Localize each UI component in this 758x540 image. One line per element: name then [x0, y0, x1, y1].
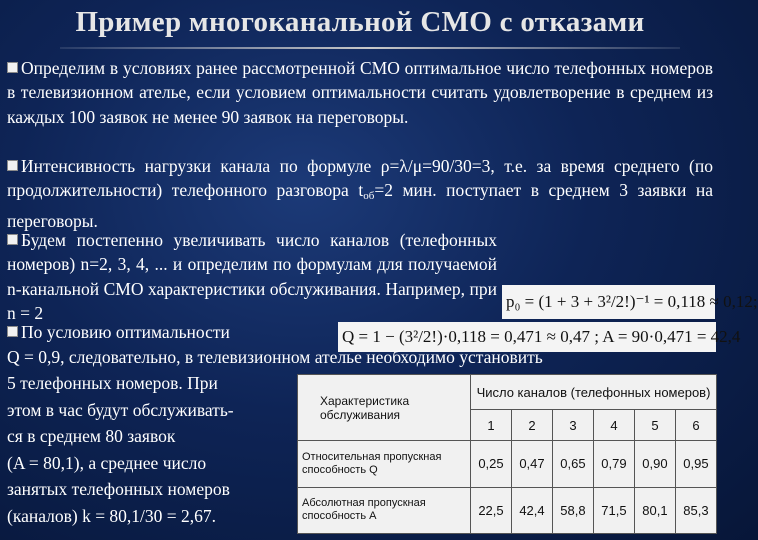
table-row [298, 487, 717, 534]
load-intensity-text-a: Интенсивность нагрузки канала по формуле ρ=λ/μ=90/30=3, т.е. за время среднего (по продолжительности) телефонного разговора t [7, 156, 713, 201]
table-cell: 42,4 [511, 487, 552, 534]
table-cell: 0,90 [634, 441, 675, 488]
paragraph-optimal-number [7, 56, 713, 129]
load-intensity-text-b: =2 мин. поступает в среднем 3 заявки на переговоры. [7, 180, 713, 231]
table-cell: 0,25 [471, 441, 512, 488]
formula-q-text: Q = 1 − (3²/2!)·0,118 = 0,471 ≈ 0,47 ; A = 90·0,471 = 42,4 [342, 327, 741, 346]
table-row [298, 441, 717, 488]
paragraph-optimality-result [7, 345, 713, 369]
paragraph-load-intensity [7, 154, 713, 233]
title-divider [60, 47, 680, 49]
table-channel-number: 4 [593, 410, 634, 441]
table-channel-number: 2 [511, 410, 552, 441]
optimality-condition-label: По условию оптимальности [21, 322, 230, 342]
table-cell: 58,8 [552, 487, 593, 534]
left-column-line: занятых телефонных номеров [7, 479, 230, 500]
table-channel-number: 5 [634, 410, 675, 441]
bullet-icon [7, 62, 18, 73]
service-characteristics-table [297, 374, 717, 534]
left-column-text [7, 370, 297, 530]
table-header-channels: Число каналов (телефонных номеров) [471, 375, 717, 410]
slide-title: Пример многоканальной СМО с отказами [75, 6, 645, 38]
bullet-icon [7, 326, 18, 337]
bullet-icon [7, 160, 18, 171]
table-cell: 0,79 [593, 441, 634, 488]
optimality-result-text: Q = 0,9, следовательно, в телевизионном ателье необходимо установить [7, 347, 543, 367]
paragraph-increase-channels [7, 228, 497, 326]
table-cell: 85,3 [675, 487, 716, 534]
formula-p0-text: p₀ = (1 + 3 + 3²/2!)⁻¹ = 0,118 ≈ 0,12; [506, 292, 758, 311]
bullet-icon [7, 234, 18, 245]
table-channel-number: 3 [552, 410, 593, 441]
formula-p0 [502, 285, 758, 319]
left-column-line: (A = 80,1), а среднее число [7, 452, 207, 473]
paragraph-optimality-condition [7, 320, 337, 344]
table-cell: 22,5 [471, 487, 512, 534]
table-channel-number: 6 [675, 410, 716, 441]
table-cell: 0,95 [675, 441, 716, 488]
table-cell: 0,65 [552, 441, 593, 488]
left-column-line: этом в час будут обслуживать- [7, 399, 234, 420]
increase-channels-text: Будем постепенно увеличивать число каналов (телефонных номеров) n=2, 3, 4, ... и определим по формулам для получаемой n-канальной СМО характеристики обслуживания. Например, при n = 2 [7, 230, 497, 324]
left-column-line: ся в среднем 80 заявок [7, 426, 176, 447]
table-cell: 80,1 [634, 487, 675, 534]
paragraph-optimal-number-text: Определим в условиях ранее рассмотренной СМО оптимальное число телефонных номеров в телевизионном ателье, если условием оптимальности считать удовлетворение в среднем из каждых 100 заявок не менее 90 заявок на переговоры. [7, 58, 713, 127]
table-header-row [298, 375, 717, 410]
left-column-line: (каналов) k = 80,1/30 = 2,67. [7, 505, 217, 526]
left-column-line: 5 телефонных номеров. При [7, 373, 218, 393]
table-cell: 71,5 [593, 487, 634, 534]
table-row-label: Абсолютная пропускная способность A [298, 487, 471, 534]
load-intensity-subscript: об [363, 190, 375, 203]
table-cell: 0,47 [511, 441, 552, 488]
table-channel-number: 1 [471, 410, 512, 441]
table-header-characteristic: Характеристика обслуживания [298, 375, 471, 441]
table-row-label: Относительная пропускная способность Q [298, 441, 471, 488]
